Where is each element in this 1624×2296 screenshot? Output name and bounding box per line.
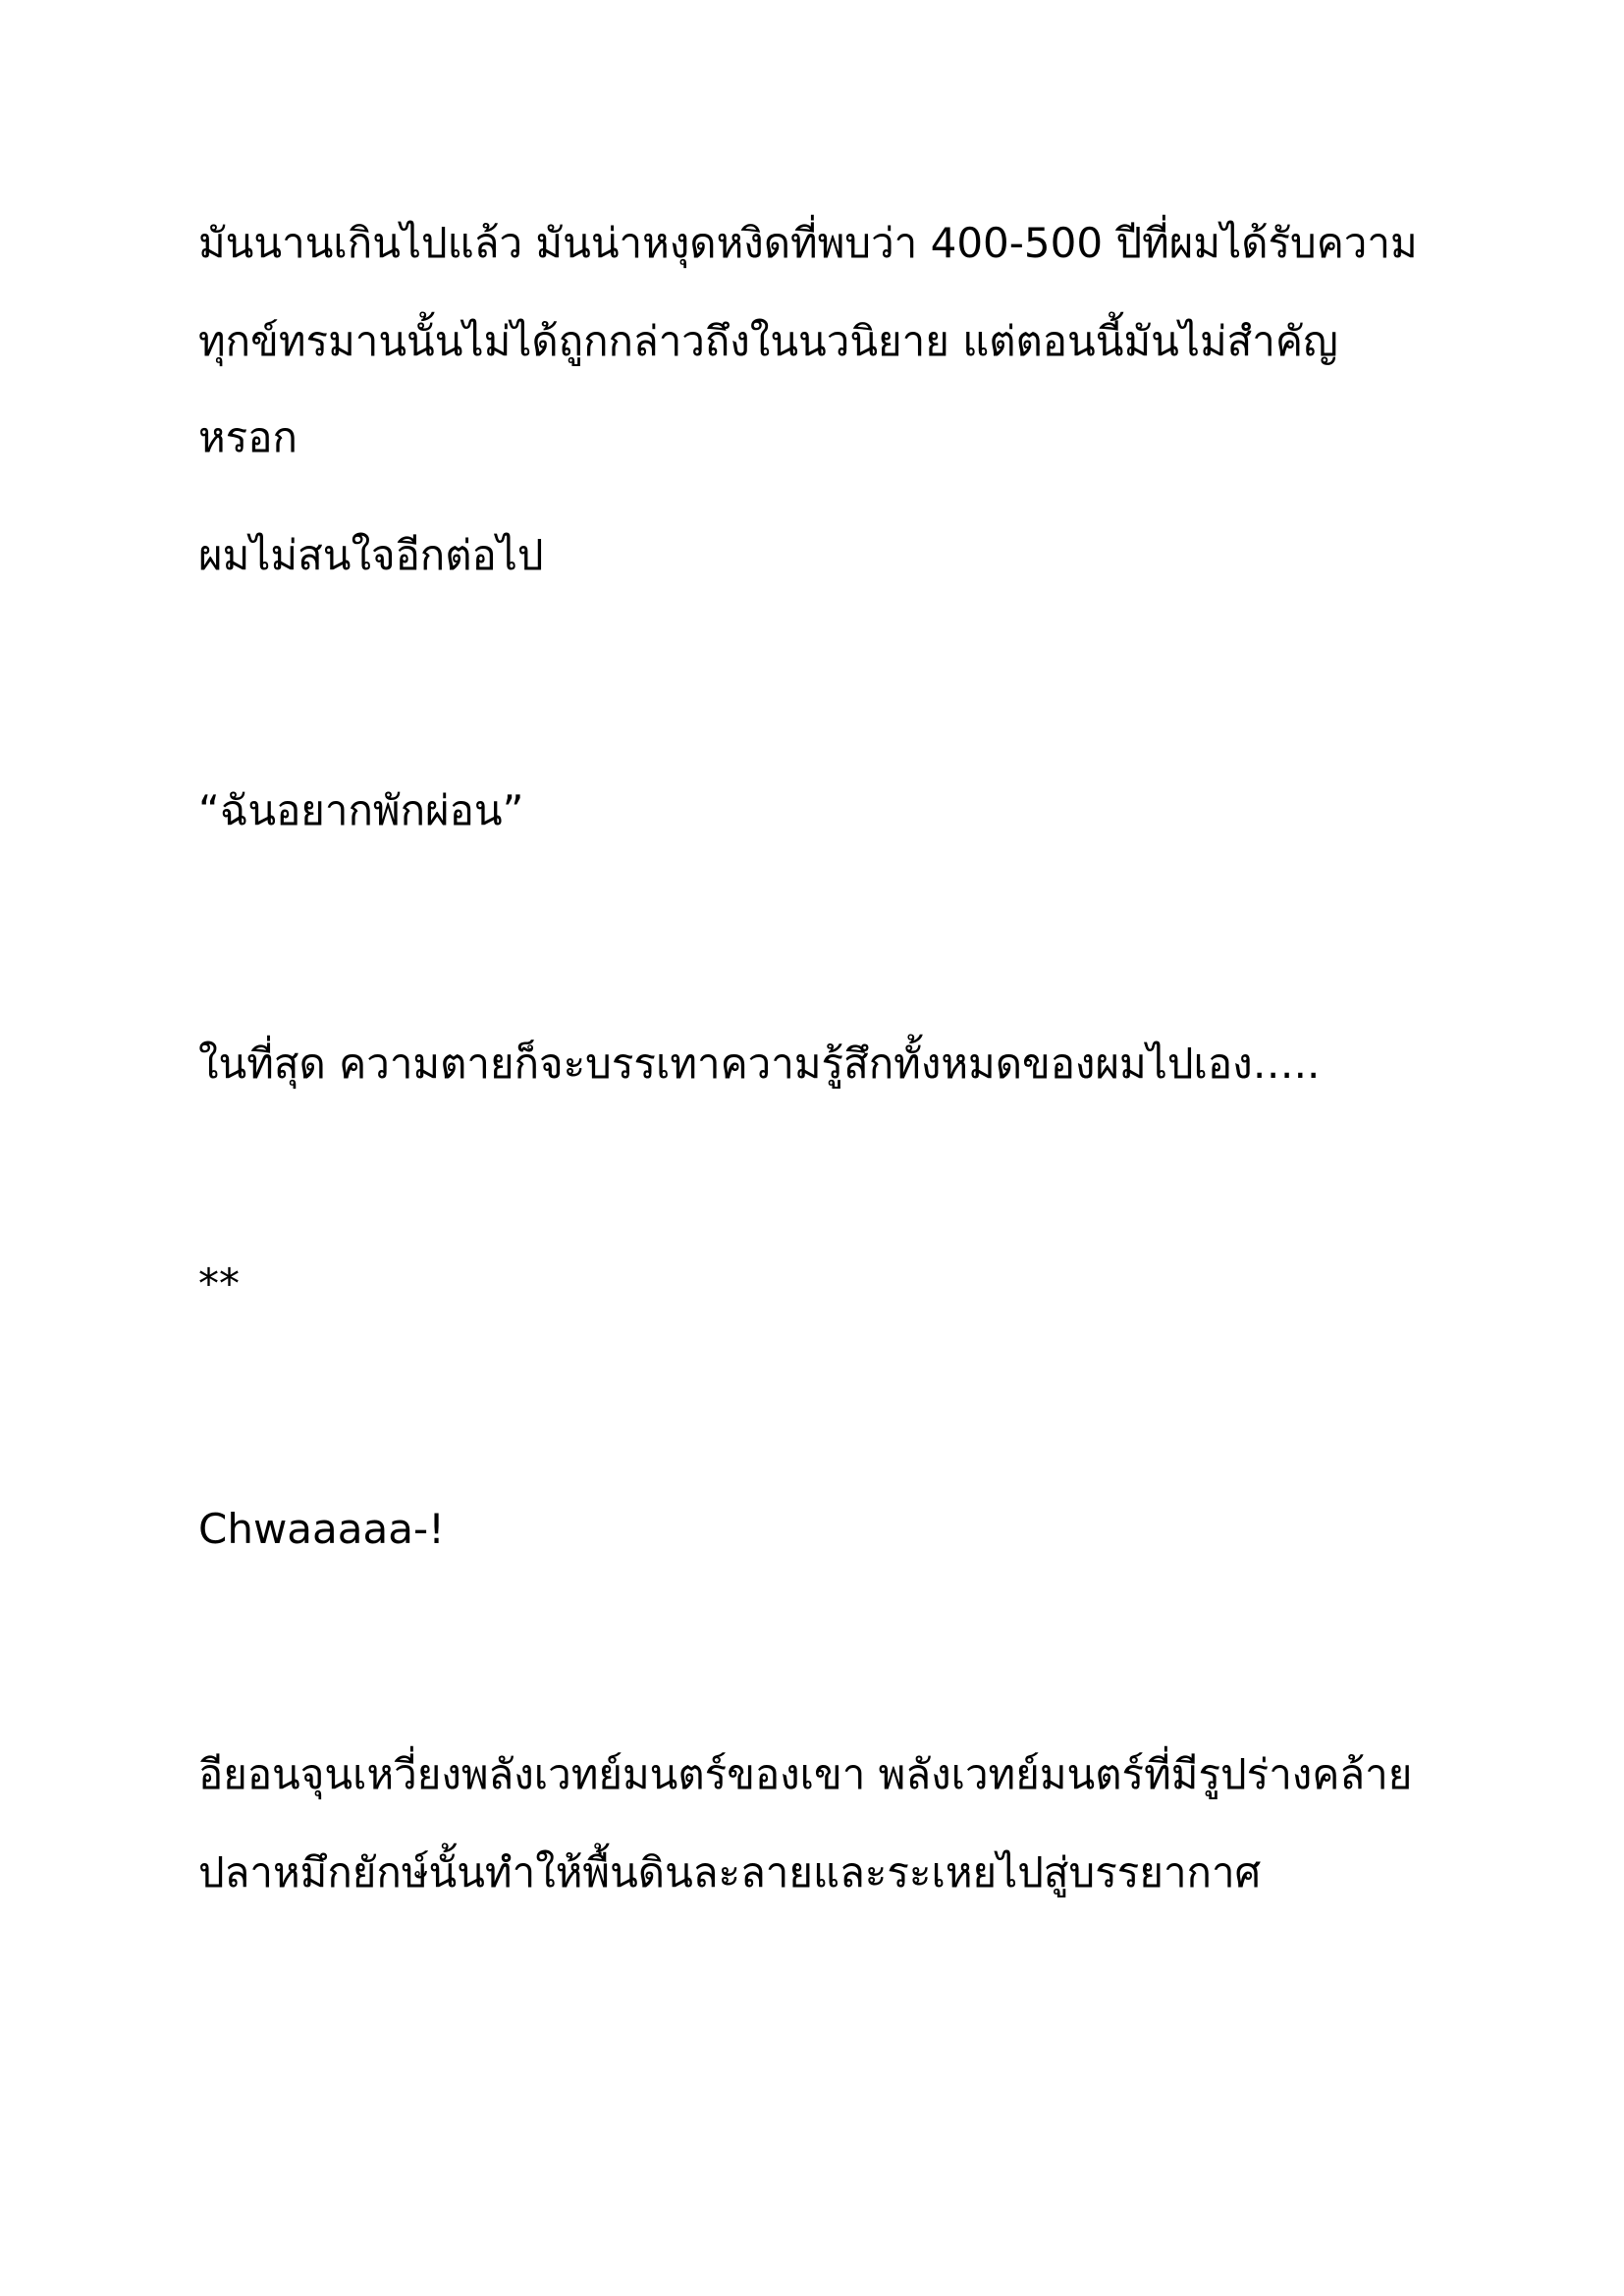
scene-break: ** xyxy=(198,1259,240,1308)
paragraph-1-line-3: หรอก xyxy=(198,413,298,461)
paragraph-1-line-1: มันนานเกินไปแล้ว มันน่าหงุดหงิดที่พบว่า 400-500 ปีที่ผมได้รับความ xyxy=(198,219,1418,267)
quote-line: “ฉันอยากพักผ่อน” xyxy=(198,786,524,834)
paragraph-1-line-2: ทุกข์ทรมานนั้นไม่ได้ถูกกล่าวถึงในนวนิยาย แต่ตอนนี้มันไม่สำคัญ xyxy=(198,317,1338,365)
paragraph-2: ผมไม่สนใจอีกต่อไป xyxy=(198,531,544,579)
paragraph-4-line-2: ปลาหมึกยักษ์นั้นทำให้พื้นดินละลายและระเหยไปสู่บรรยากาศ xyxy=(198,1848,1262,1896)
paragraph-4-line-1: อียอนจุนเหวี่ยงพลังเวทย์มนตร์ของเขา พลังเวทย์มนตร์ที่มีรูปร่างคล้าย xyxy=(198,1750,1413,1798)
paragraph-3: ในที่สุด ความตายก็จะบรรเทาความรู้สึกทั้งหมดของผมไปเอง….. xyxy=(198,1040,1321,1088)
sound-effect: Chwaaaaa-! xyxy=(198,1505,445,1553)
